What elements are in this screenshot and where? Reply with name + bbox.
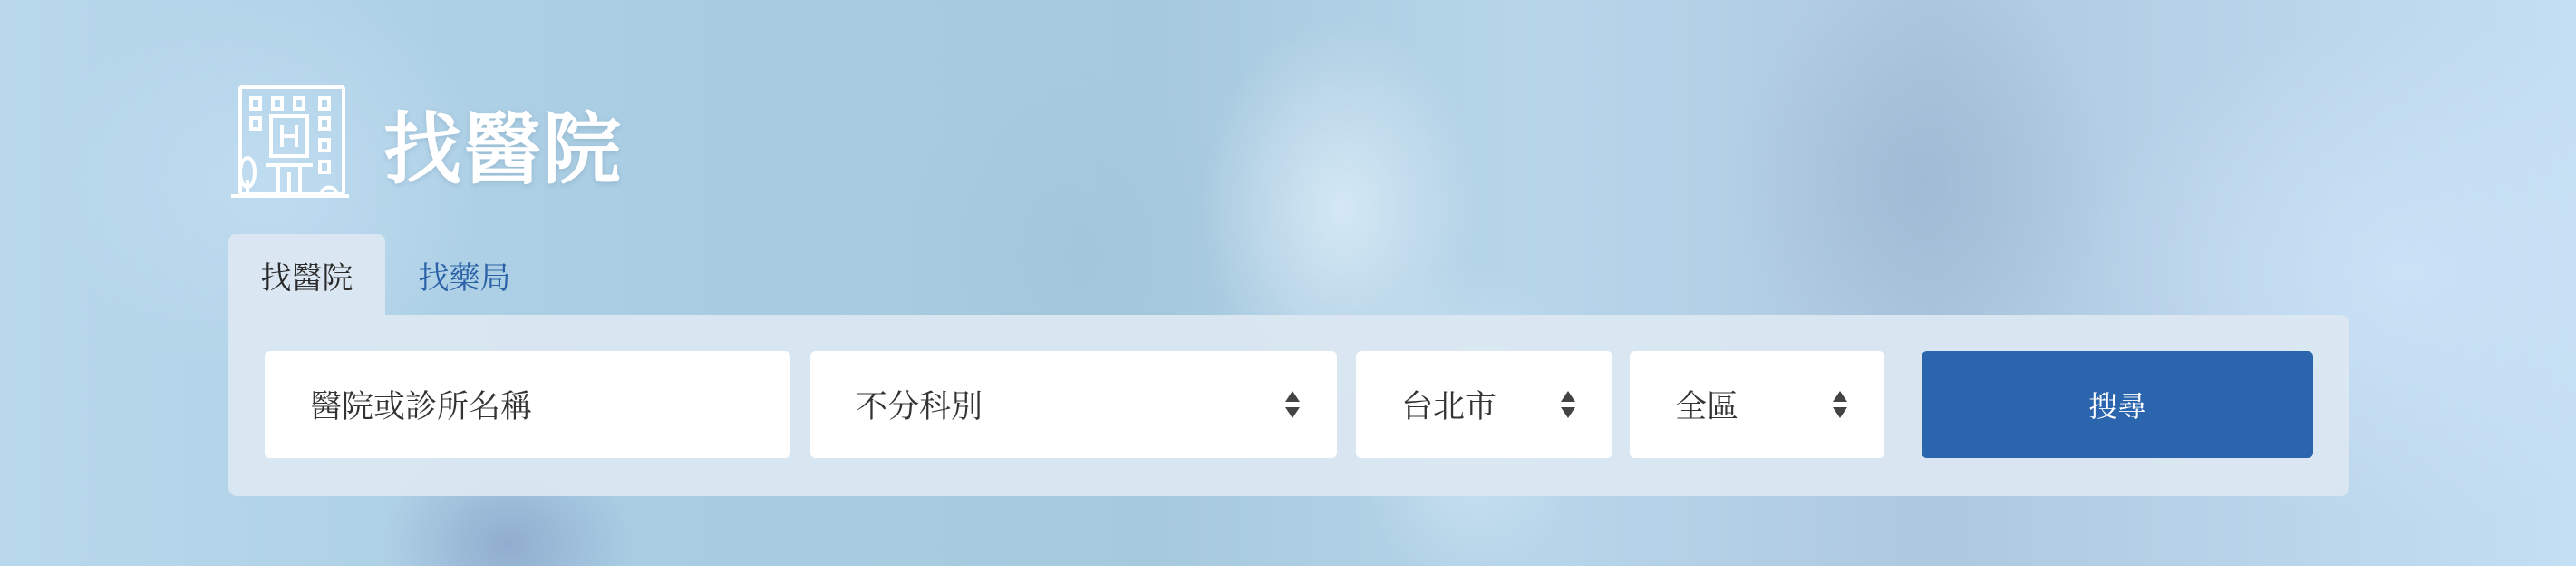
search-panel: [228, 315, 2349, 496]
search-button[interactable]: 搜尋: [1922, 351, 2313, 458]
department-select-value: 不分科別: [856, 389, 983, 425]
area-select[interactable]: [1630, 351, 1884, 458]
hospital-name-placeholder: 醫院或診所名稱: [310, 389, 533, 425]
department-select[interactable]: [810, 351, 1337, 458]
page-title: 找醫院: [383, 104, 623, 195]
hospital-name-input[interactable]: [265, 351, 790, 458]
tab-find-hospital[interactable]: 找醫院: [228, 234, 385, 316]
sort-arrows-icon: [1284, 389, 1301, 420]
hospital-building-icon: [231, 83, 349, 201]
tab-find-pharmacy[interactable]: 找藥局: [418, 259, 511, 297]
area-select-value: 全區: [1675, 389, 1739, 425]
search-tabs: [228, 234, 544, 316]
city-select[interactable]: [1356, 351, 1612, 458]
page-header: [231, 83, 623, 201]
sort-arrows-icon: [1560, 389, 1576, 420]
city-select-value: 台北市: [1401, 389, 1497, 425]
sort-arrows-icon: [1832, 389, 1848, 420]
